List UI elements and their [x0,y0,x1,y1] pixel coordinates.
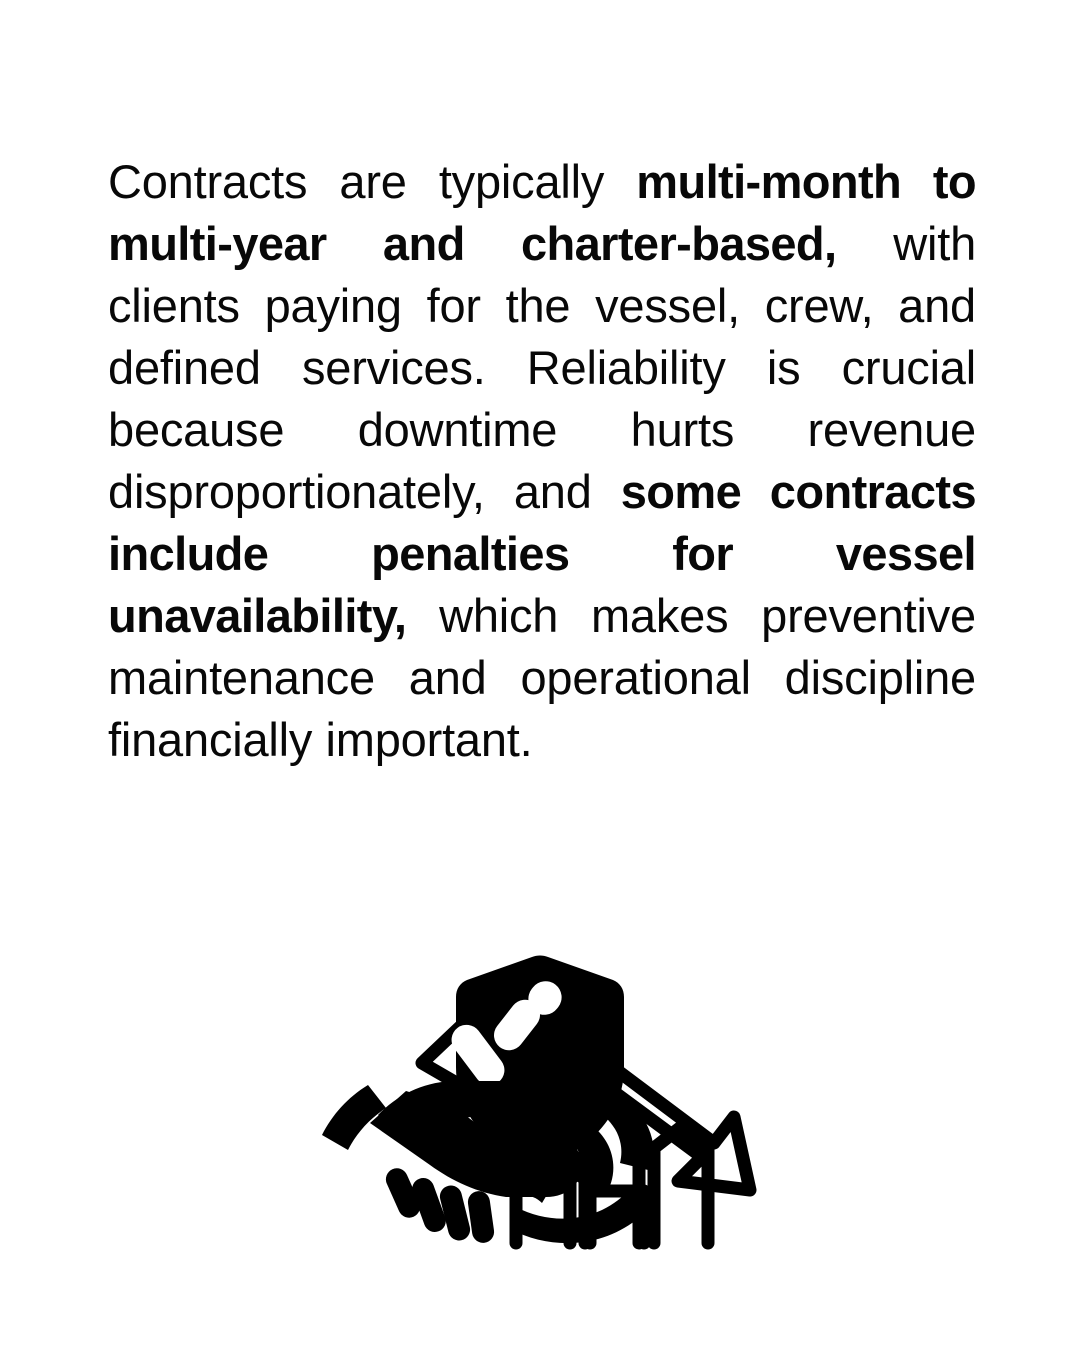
copy-run-emphasis: some contracts include penalties for vessel unavailability, [108,465,976,642]
copy-run-regular: Contracts are typically [108,155,637,208]
copy-run-emphasis: multi-month to multi-year and charter-based, [108,155,976,270]
illustration-shield-handshake-declining-chart [310,945,760,1255]
handshake-icon [322,1075,654,1245]
body-copy [108,151,976,771]
copy-run-regular: which makes preventive maintenance and operational discipline financially important. [108,589,976,766]
copy-run-regular: with clients paying for the vessel, crew, and defined services. Reliability is crucial because downtime hurts revenue disproportionately, and [108,217,977,518]
